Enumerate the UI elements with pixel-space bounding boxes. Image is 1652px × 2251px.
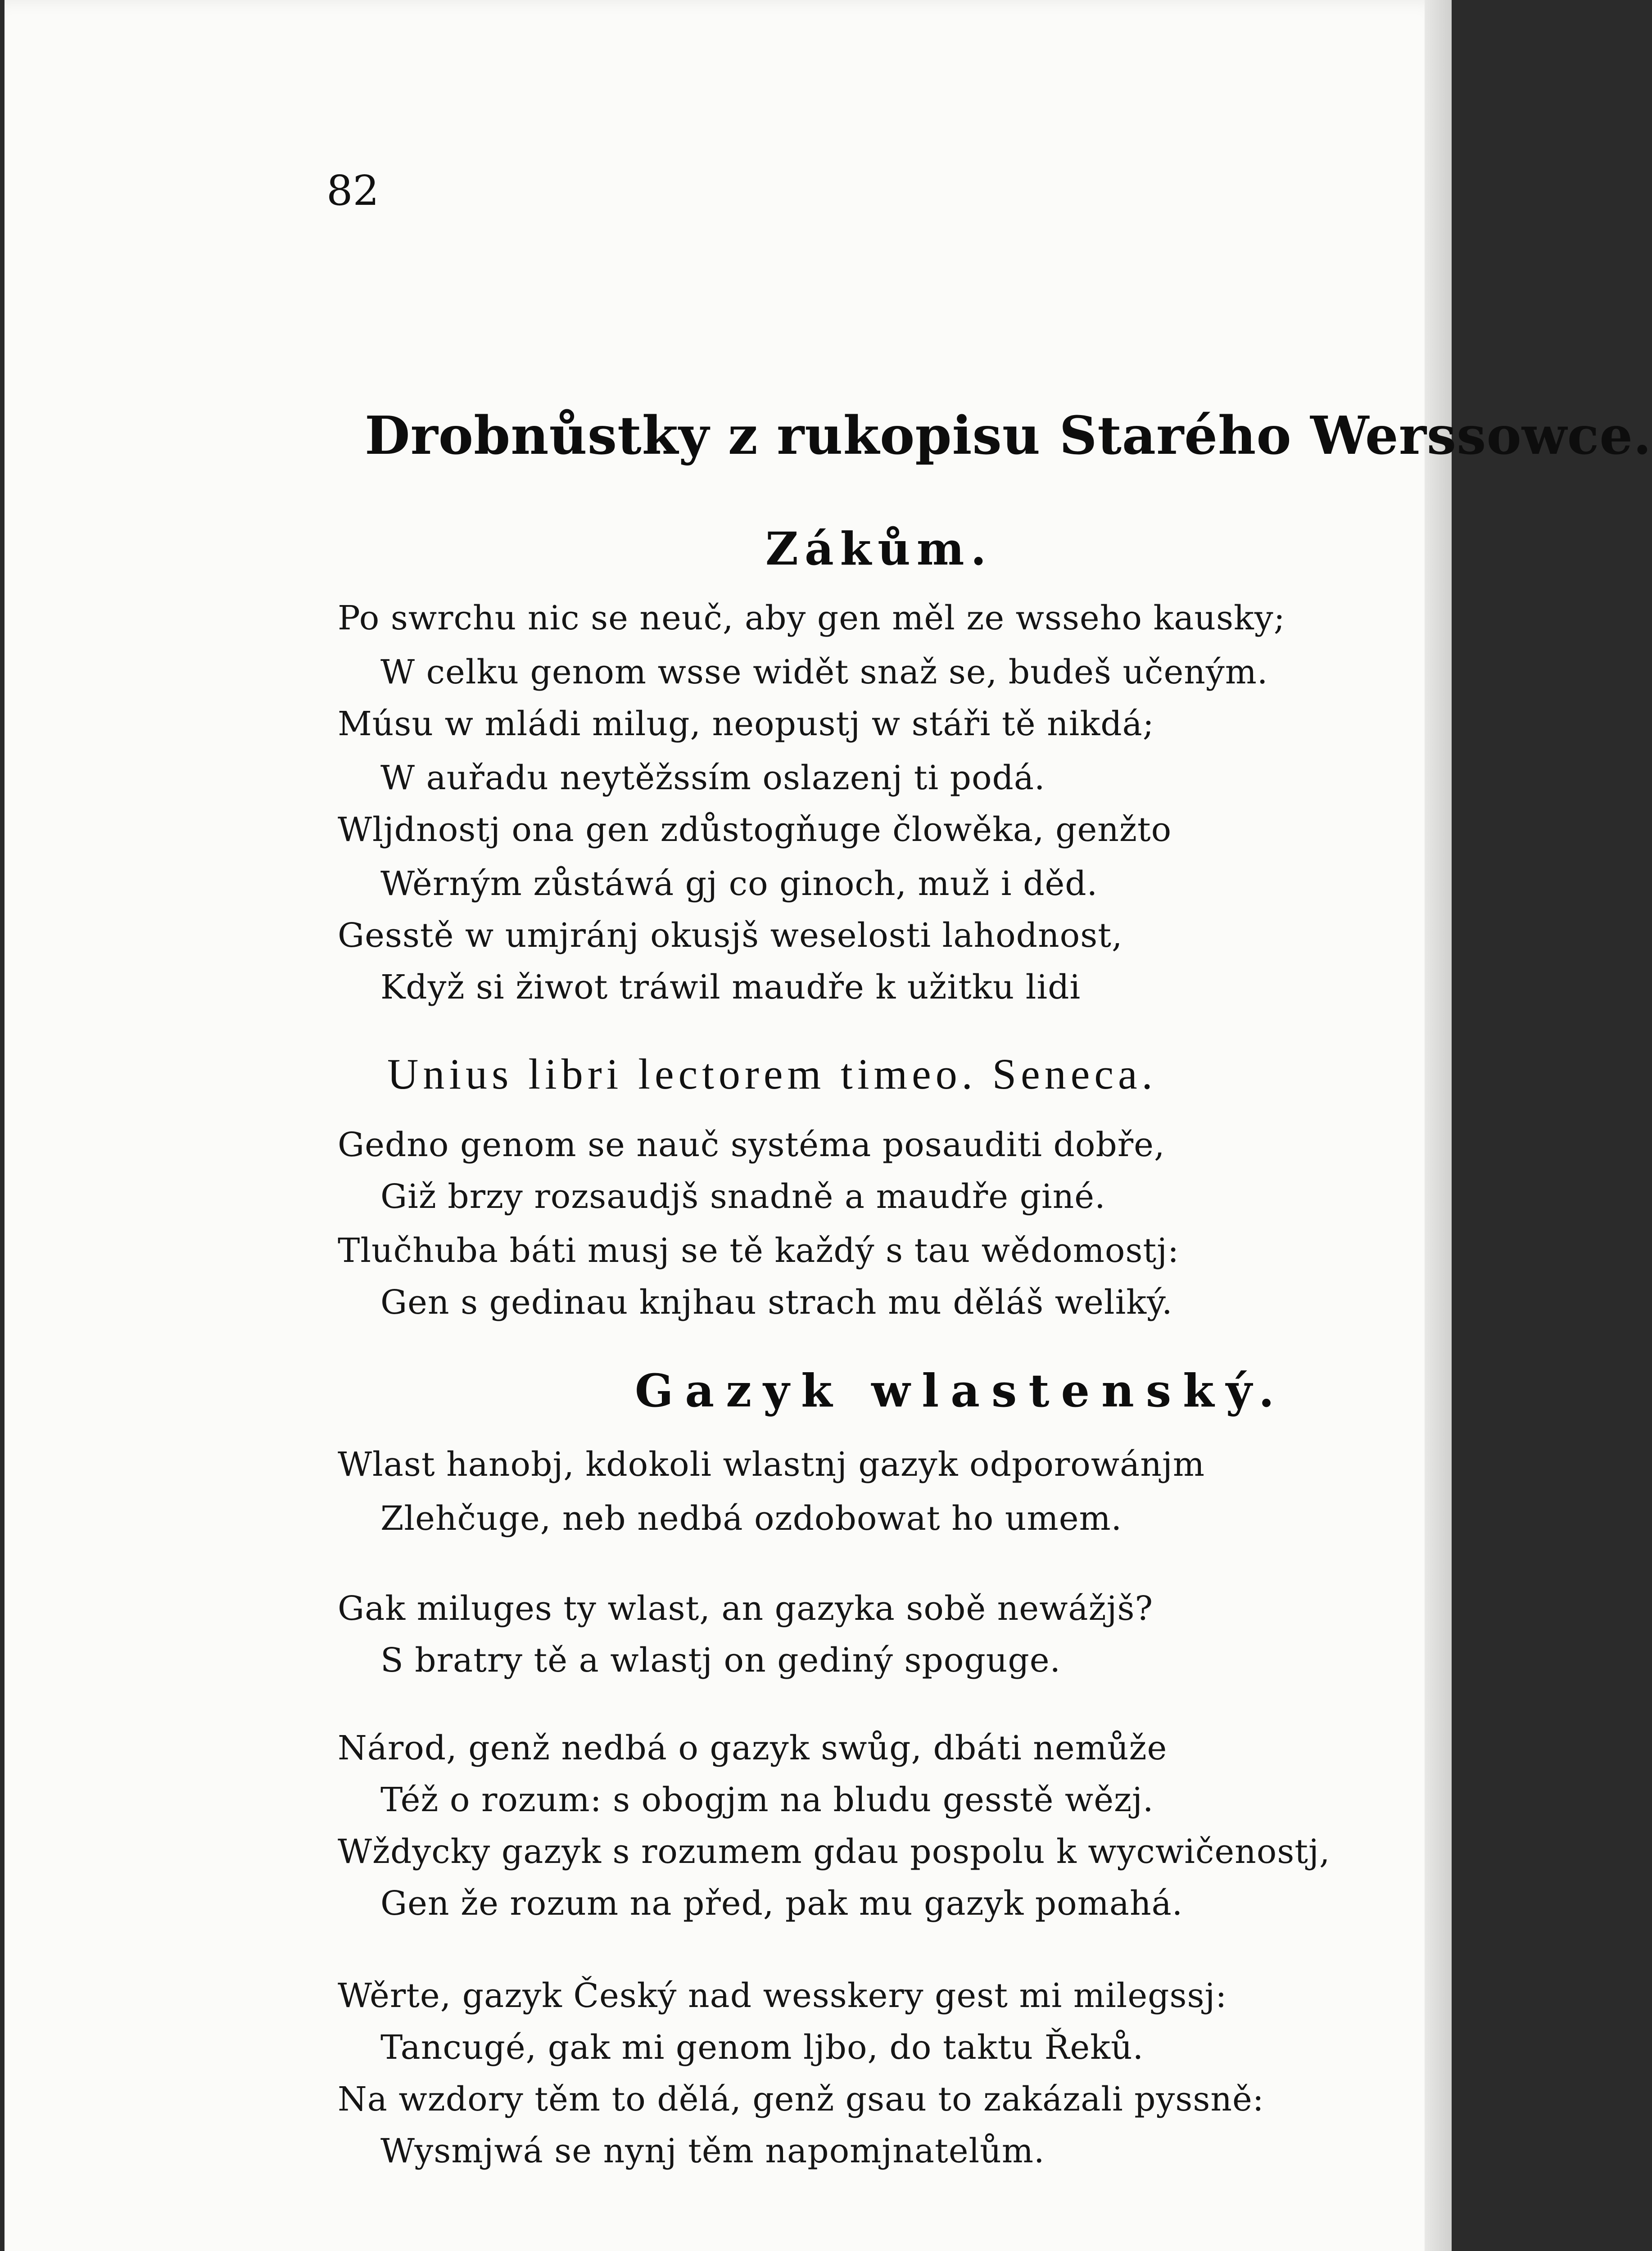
verse-line: Gedno genom se nauč systéma posauditi dobře, — [338, 1126, 1165, 1164]
verse-line: Wždycky gazyk s rozumem gdau pospolu k wycwičenostj, — [338, 1832, 1331, 1871]
verse-line: Gen s gedinau knjhau strach mu děláš weliký. — [380, 1283, 1173, 1322]
verse-line: Gen že rozum na před, pak mu gazyk pomahá. — [380, 1884, 1183, 1923]
verse-line: Wěrte, gazyk Český nad wesskery gest mi milegssj: — [338, 1976, 1227, 2015]
verse-line: Giž brzy rozsaudjš snadně a maudře giné. — [380, 1177, 1106, 1216]
verse-line: Wěrným zůstáwá gj co ginoch, muž i děd. — [380, 864, 1098, 903]
book-page — [5, 0, 1652, 2251]
verse-line: Též o rozum: s obogjm na bludu gesstě wězj. — [380, 1781, 1154, 1819]
verse-line: W celku genom wsse widět snaž se, budeš učeným. — [380, 653, 1268, 692]
verse-line: Wlast hanobj, kdokoli wlastnj gazyk odporowánjm — [338, 1445, 1205, 1484]
section-heading-gazyk: Gazyk wlastenský. — [635, 1364, 1286, 1417]
verse-line: Wysmjwá se nynj těm napomjnatelům. — [380, 2132, 1045, 2170]
verse-line: S bratry tě a wlastj on gediný spoguge. — [380, 1641, 1061, 1680]
verse-line: Na wzdory těm to dělá, genž gsau to zakázali pyssně: — [338, 2080, 1264, 2119]
verse-line: W auřadu neytěžssím oslazenj ti podá. — [380, 759, 1046, 797]
verse-line: Tancugé, gak mi genom ljbo, do taktu Řeků. — [380, 2028, 1144, 2067]
verse-line: Músu w mládi milug, neopustj w stáři tě nikdá; — [338, 705, 1154, 743]
verse-line: Po swrchu nic se neuč, aby gen měl ze wsseho kausky; — [338, 599, 1285, 637]
section-heading-zakum: Zákům. — [765, 522, 993, 575]
page-gutter — [1425, 0, 1452, 2251]
verse-line: Wljdnostj ona gen zdůstogňuge člowěka, genžto — [338, 810, 1172, 849]
verse-line: Zlehčuge, neb nedbá ozdobowat ho umem. — [380, 1499, 1122, 1538]
page-title: Drobnůstky z rukopisu Starého Werssowce. — [365, 405, 1652, 466]
page-number: 82 — [326, 167, 380, 215]
latin-epigraph: Unius libri lectorem timeo. Seneca. — [387, 1050, 1157, 1098]
verse-line: Tlučhuba báti musj se tě každý s tau wědomostj: — [338, 1231, 1180, 1270]
verse-line: Gesstě w umjránj okusjš weselosti lahodnost, — [338, 916, 1123, 955]
verse-line: Gak miluges ty wlast, an gazyka sobě newážjš? — [338, 1589, 1154, 1628]
verse-line: Národ, genž nedbá o gazyk swůg, dbáti nemůže — [338, 1729, 1168, 1767]
verse-line: Když si žiwot tráwil maudře k užitku lidi — [380, 968, 1081, 1007]
